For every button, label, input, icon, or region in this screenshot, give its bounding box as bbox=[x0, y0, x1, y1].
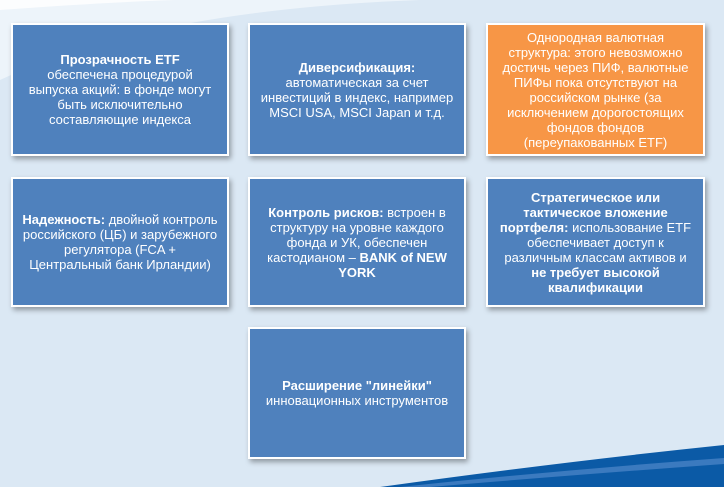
tile-reliability bbox=[11, 177, 229, 307]
tile-text: обеспечена процедурой выпуска акций: в фонде могут быть исключительно составляющие индекса bbox=[28, 67, 212, 127]
tile-text: Однородная валютная структура: этого невозможно достичь через ПИФ, валютные ПИФы пока отсутствуют на российском рынке (за исключением дорогостоящих фондов фондов (переупакованных ETF) bbox=[502, 29, 689, 150]
tile-heading: Прозрачность ETF bbox=[60, 52, 180, 67]
tile-risk-control bbox=[248, 177, 466, 307]
tile-strategic-investment bbox=[486, 177, 705, 307]
tile-text: двойной контроль российского (ЦБ) и зарубежного регулятора (FCA + Центральный банк Ирландии) bbox=[22, 212, 218, 272]
tile-etf-transparency bbox=[11, 23, 229, 156]
tile-emphasis: не требует высокой квалификации bbox=[531, 264, 660, 295]
tile-text: инновационных инструментов bbox=[265, 393, 449, 408]
tile-text: автоматическая за счет инвестиций в индекс, например MSCI USA, MSCI Japan и т.д. bbox=[260, 74, 454, 120]
tile-heading: Диверсификация: bbox=[298, 59, 416, 75]
tile-diversification bbox=[248, 23, 466, 156]
tile-text: использование ETF обеспечивает доступ к различным классам активов и bbox=[504, 219, 692, 265]
tile-heading: Контроль рисков: bbox=[268, 204, 384, 220]
tile-heading: Стратегическое или тактическое вложение портфеля: bbox=[499, 189, 668, 235]
tile-emphasis: BANK of NEW YORK bbox=[338, 249, 447, 280]
tile-currency-structure bbox=[486, 23, 705, 156]
tile-heading: Надежность: bbox=[22, 212, 106, 227]
tile-text: встроен в структуру на уровне каждого фонда и УК, обеспечен кастодианом – bbox=[267, 204, 446, 265]
tile-heading: Расширение "линейки" bbox=[282, 378, 432, 393]
tile-innovative-instruments bbox=[248, 327, 466, 459]
